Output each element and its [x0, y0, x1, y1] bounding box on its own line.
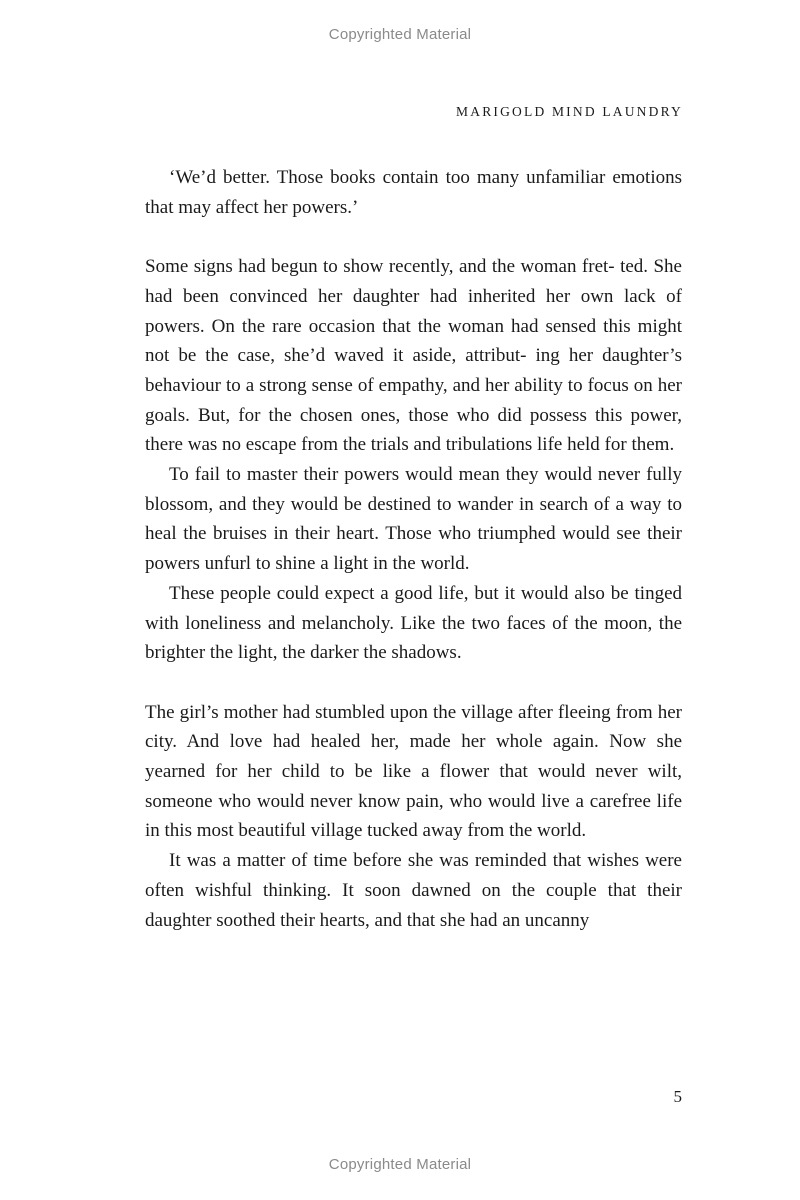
- paragraph: The girl’s mother had stumbled upon the village after fleeing from her city. And love had healed her, made her whole again. Now she yearned for her child to be like a flower that would never wilt, someone who would never know pain, who would live a carefree life in this most beautiful village tucked away from the world.: [145, 701, 682, 842]
- body-text: [145, 163, 682, 935]
- copyright-watermark-top: Copyrighted Material: [328, 26, 472, 43]
- paragraph: These people could expect a good life, but it would also be tinged with loneliness and melancholy. Like the two faces of the moon, the brighter the light, the darker the shadows.: [145, 582, 682, 664]
- copyright-watermark-bottom: Copyrighted Material: [328, 1156, 472, 1173]
- page-number: 5: [673, 1087, 682, 1106]
- paragraph: Some signs had begun to show recently, and the woman fret- ted. She had been convinced her daughter had inherited her own lack of powers. On the rare occasion that the woman had sensed this might not be the case, she’d waved it aside, attribut- ing her daughter’s behaviour to a strong sense of empathy, and her ability to focus on her goals. But, for the chosen ones, those who did possess this power, there was no escape from the trials and tribulations life held for them.: [145, 256, 682, 456]
- paragraph: To fail to master their powers would mean they would never fully blossom, and they would be destined to wander in search of a way to heal the bruises in their heart. Those who triumphed would see their powers unfurl to shine a light in the world.: [145, 464, 682, 575]
- paragraph: ‘We’d better. Those books contain too many unfamiliar emotions that may affect her powers.’: [145, 167, 682, 218]
- running-head: MARIGOLD MIND LAUNDRY: [456, 104, 683, 119]
- paragraph: It was a matter of time before she was reminded that wishes were often wishful thinking. It soon dawned on the couple that their daughter soothed their hearts, and that she had an uncanny: [145, 850, 682, 931]
